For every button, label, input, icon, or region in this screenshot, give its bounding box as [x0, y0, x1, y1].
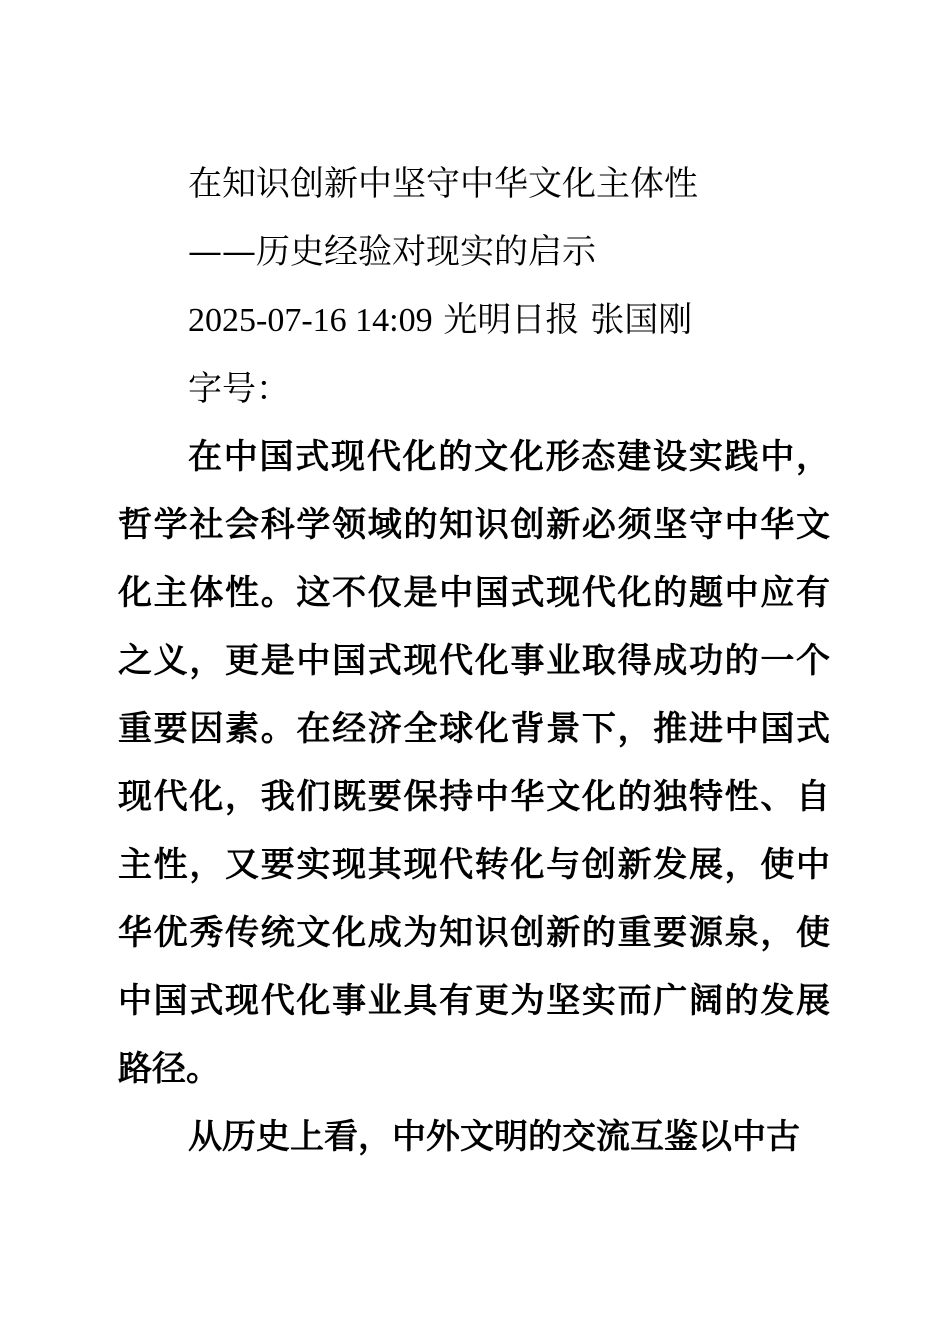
article-subtitle: ——历史经验对现实的启示 — [188, 232, 596, 272]
body-paragraph-2: 从历史上看，中外文明的交流互鉴以中古 — [188, 1117, 800, 1157]
publish-date: 2025-07-16 14:09 — [188, 302, 433, 339]
article-page — [118, 150, 830, 1171]
body-paragraph-1: 在中国式现代化的文化形态建设实践中，哲学社会科学领域的知识创新必须坚守中华文化主体性。这不仅是中国式现代化的题中应有之义，更是中国式现代化事业取得成功的一个重要因素。在经济全球化背景下，推进中国式现代化，我们既要保持中华文化的独特性、自主性，又要实现其现代转化与创新发展，使中华优秀传统文化成为知识创新的重要源泉，使中国式现代化事业具有更为坚实而广阔的发展路径。 — [118, 437, 830, 1089]
author-name: 张国刚 — [590, 300, 693, 340]
article-byline — [118, 286, 830, 355]
font-size-label: 字号： — [188, 369, 290, 409]
article-title: 在知识创新中坚守中华文化主体性 — [188, 164, 698, 204]
publication-source: 光明日报 — [443, 300, 580, 340]
